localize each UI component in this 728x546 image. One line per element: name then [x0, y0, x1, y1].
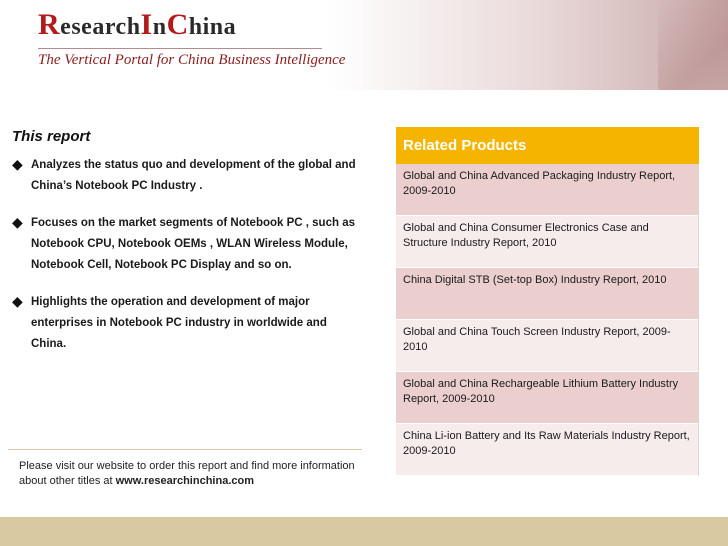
related-product-item[interactable]: Global and China Rechargeable Lithium Battery Industry Report, 2009-2010 [396, 372, 698, 424]
related-products-panel [396, 127, 699, 476]
related-product-item[interactable]: Global and China Consumer Electronics Case and Structure Industry Report, 2010 [396, 216, 698, 268]
report-heading: This report [12, 128, 91, 145]
report-summary [12, 128, 357, 371]
bullet-item [12, 292, 357, 355]
header-divider [38, 48, 322, 49]
related-product-item[interactable]: Global and China Touch Screen Industry Report, 2009-2010 [396, 320, 698, 372]
bullet-item [12, 155, 357, 197]
related-product-item[interactable]: Global and China Advanced Packaging Industry Report, 2009-2010 [396, 164, 698, 216]
logo-letter-i: I [140, 8, 153, 41]
tagline: The Vertical Portal for China Business Intelligence [38, 52, 346, 68]
logo-letter-r: R [38, 8, 61, 41]
diamond-bullet-icon: ◆ [12, 293, 23, 309]
logo-text-esearch: esearch [60, 14, 141, 40]
section-divider [8, 449, 362, 450]
related-products-heading: Related Products [396, 127, 699, 164]
diamond-bullet-icon: ◆ [12, 156, 23, 172]
bullet-text: Highlights the operation and development of major enterprises in Notebook PC industry in worldwide and China. [31, 296, 327, 350]
related-products-list [396, 164, 699, 476]
header-banner [0, 0, 728, 90]
logo-text-n: n [152, 14, 167, 40]
bullet-text: Focuses on the market segments of Notebook PC , such as Notebook CPU, Notebook OEMs , WLAN Wireless Module, Notebook Cell, Notebook PC Display and so on. [31, 217, 355, 271]
diamond-bullet-icon: ◆ [12, 214, 23, 230]
bullet-text: Analyzes the status quo and development of the global and China’s Notebook PC Industry . [31, 159, 356, 192]
bullet-item [12, 213, 357, 276]
logo-text-hina: hina [188, 14, 237, 40]
related-product-item[interactable]: China Digital STB (Set-top Box) Industry Report, 2010 [396, 268, 698, 320]
footer-note [19, 459, 359, 489]
logo[interactable] [38, 10, 345, 42]
logo-block [38, 10, 345, 69]
footer-note-text: Please visit our website to order this report and find more information about other titles at [19, 460, 355, 487]
bottom-band [0, 517, 728, 546]
logo-letter-c: C [166, 8, 189, 41]
related-product-item[interactable]: China Li-ion Battery and Its Raw Materials Industry Report, 2009-2010 [396, 424, 698, 476]
header-decoration [658, 0, 728, 90]
website-link[interactable]: www.researchinchina.com [115, 475, 254, 487]
